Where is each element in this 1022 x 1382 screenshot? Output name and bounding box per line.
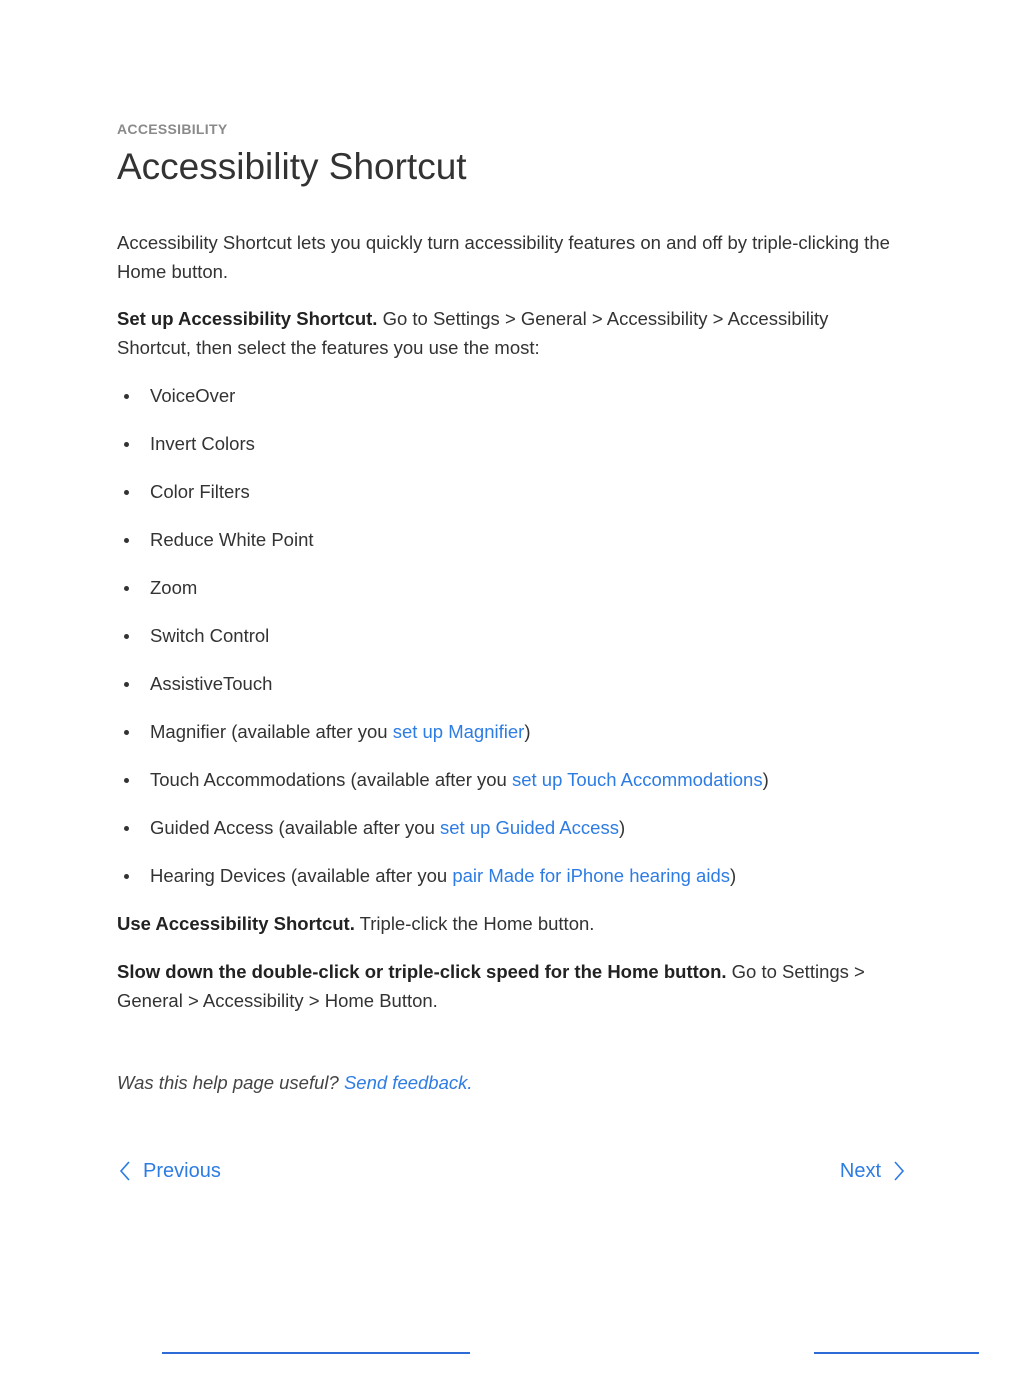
- list-item: [117, 622, 769, 670]
- use-heading: Use Accessibility Shortcut.: [117, 913, 355, 934]
- set-up-guided-access-link[interactable]: set up Guided Access: [440, 817, 619, 838]
- feature-text: VoiceOver: [150, 385, 236, 406]
- list-item: [117, 430, 769, 478]
- list-item: [117, 814, 769, 862]
- set-up-magnifier-link[interactable]: set up Magnifier: [392, 721, 525, 742]
- bullet-icon: [124, 394, 129, 399]
- feature-text-end: ): [730, 865, 737, 886]
- feature-text-end: ): [524, 721, 531, 742]
- send-feedback-link[interactable]: Send feedback.: [343, 1072, 473, 1093]
- list-item: [117, 862, 769, 910]
- set-up-touch-accommodations-link[interactable]: set up Touch Accommodations: [511, 769, 763, 790]
- feature-text-end: ): [762, 769, 769, 790]
- list-item: [117, 478, 769, 526]
- setup-text: Go to Settings > General > Accessibility > Accessibility Shortcut, then select the features you use the most:: [117, 308, 829, 358]
- setup-heading: Set up Accessibility Shortcut.: [117, 308, 378, 329]
- footer-rule-left: [162, 1352, 470, 1354]
- previous-button[interactable]: [117, 1159, 221, 1183]
- chevron-right-icon: [891, 1159, 907, 1183]
- bullet-icon: [124, 586, 129, 591]
- pair-hearing-aids-link[interactable]: pair Made for iPhone hearing aids: [452, 865, 730, 886]
- page-title: Accessibility Shortcut: [117, 146, 467, 187]
- bullet-icon: [124, 778, 129, 783]
- next-button[interactable]: [840, 1159, 907, 1183]
- list-item: [117, 718, 769, 766]
- bullet-icon: [124, 490, 129, 495]
- list-item: [117, 670, 769, 718]
- section-eyebrow: ACCESSIBILITY: [117, 121, 228, 137]
- use-paragraph: [117, 910, 907, 939]
- next-label: Next: [839, 1159, 881, 1182]
- feature-text: Magnifier (available after you: [150, 721, 393, 742]
- chevron-left-icon: [117, 1159, 133, 1183]
- bullet-icon: [124, 634, 129, 639]
- bullet-icon: [124, 874, 129, 879]
- use-text: Triple-click the Home button.: [354, 913, 595, 934]
- features-list: [117, 382, 769, 910]
- feature-text: Color Filters: [150, 481, 250, 502]
- feature-text: Zoom: [150, 577, 198, 598]
- setup-paragraph: [117, 305, 907, 362]
- feedback-prompt: [117, 1072, 473, 1094]
- feature-text: Hearing Devices (available after you: [150, 865, 453, 886]
- feedback-question: Was this help page useful?: [117, 1072, 344, 1093]
- feature-text-end: ): [618, 817, 626, 838]
- bullet-icon: [124, 730, 129, 735]
- feature-text: Switch Control: [150, 625, 270, 646]
- slow-paragraph: [117, 958, 907, 1015]
- feature-text: Guided Access (available after you: [150, 817, 440, 838]
- slow-heading: Slow down the double-click or triple-click speed for the Home button.: [117, 961, 727, 982]
- intro-paragraph: Accessibility Shortcut lets you quickly turn accessibility features on and off by triple-clicking the Home button.: [117, 232, 890, 282]
- list-item: [117, 382, 769, 430]
- bullet-icon: [124, 826, 129, 831]
- list-item: [117, 766, 769, 814]
- feature-text: AssistiveTouch: [150, 673, 273, 694]
- feature-text: Touch Accommodations (available after you: [150, 769, 512, 790]
- bullet-icon: [124, 442, 129, 447]
- footer-rule-right: [814, 1352, 979, 1354]
- feature-text: Invert Colors: [150, 433, 255, 454]
- list-item: [117, 574, 769, 622]
- previous-label: Previous: [143, 1159, 221, 1182]
- slow-text: Go to Settings > General > Accessibility > Home Button.: [117, 961, 865, 1011]
- list-item: [117, 526, 769, 574]
- bullet-icon: [124, 682, 129, 687]
- bullet-icon: [124, 538, 129, 543]
- feature-text: Reduce White Point: [150, 529, 314, 550]
